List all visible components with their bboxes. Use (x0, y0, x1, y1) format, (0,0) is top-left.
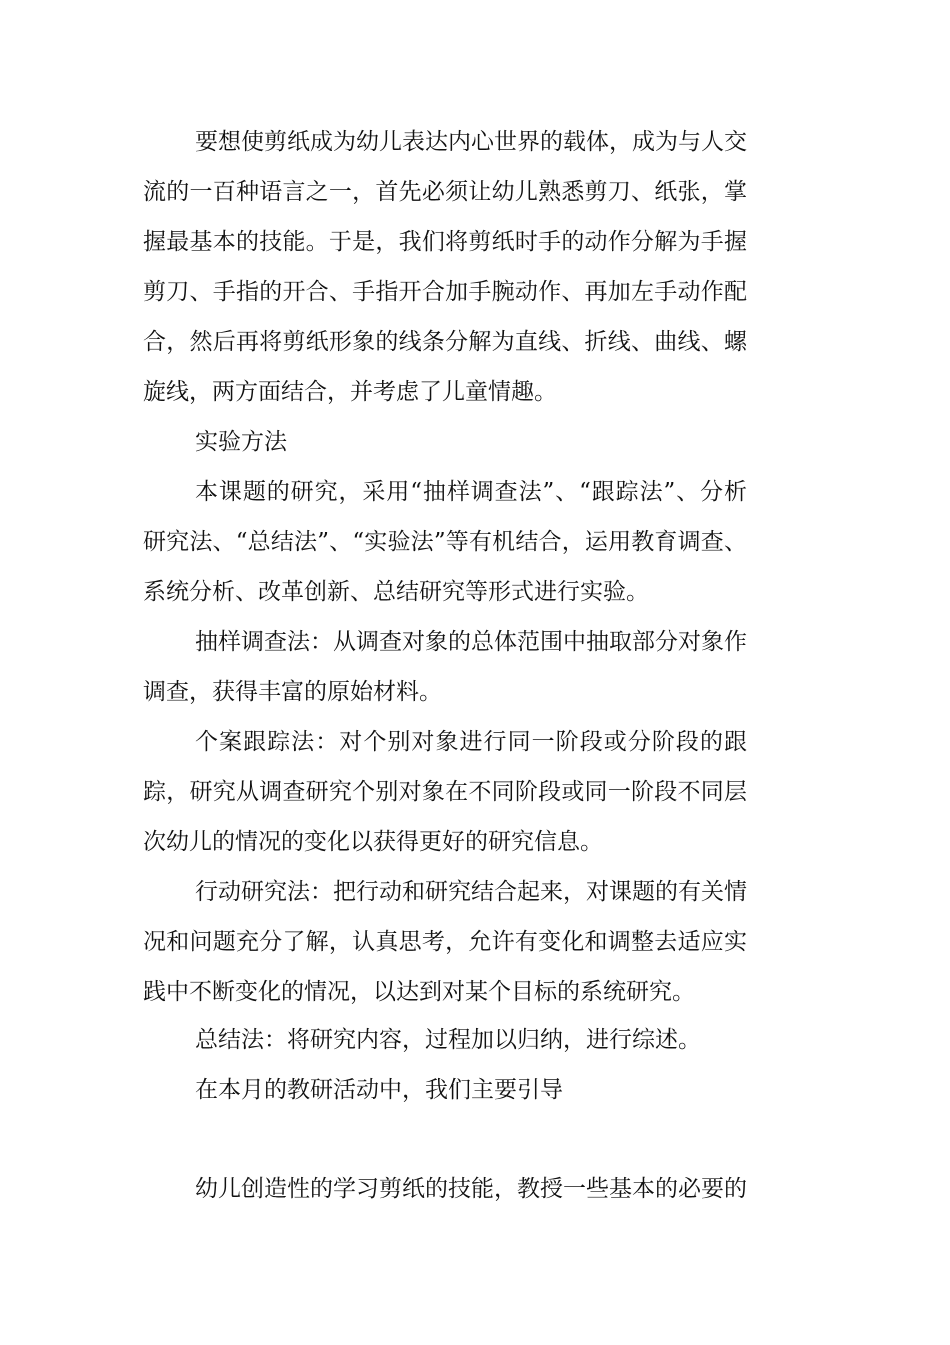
document-body (143, 117, 747, 1214)
paragraph-research-methods: 本课题的研究，采用“抽样调查法”、“跟踪法”、分析研究法、“总结法”、“实验法”等有机结合，运用教育调查、系统分析、改革创新、总结研究等形式进行实验。 (143, 479, 747, 605)
paragraph-summary-method: 总结法：将研究内容，过程加以归纳，进行综述。 (195, 1027, 701, 1053)
paragraph-creative-learning: 幼儿创造性的学习剪纸的技能，教授一些基本的必要的 (195, 1176, 747, 1202)
paragraph-monthly-activity: 在本月的教研活动中，我们主要引导 (195, 1077, 563, 1103)
paragraph-action-research: 行动研究法：把行动和研究结合起来，对课题的有关情况和问题充分了解，认真思考，允许有变化和调整去适应实践中不断变化的情况，以达到对某个目标的系统研究。 (143, 879, 747, 1005)
paragraph-case-tracking: 个案跟踪法：对个别对象进行同一阶段或分阶段的跟踪，研究从调查研究个别对象在不同阶段或同一阶段不同层次幼儿的情况的变化以获得更好的研究信息。 (143, 729, 747, 855)
paragraph-papercutting-intro: 要想使剪纸成为幼儿表达内心世界的载体，成为与人交流的一百种语言之一，首先必须让幼儿熟悉剪刀、纸张，掌握最基本的技能。于是，我们将剪纸时手的动作分解为手握剪刀、手指的开合、手指开合加手腕动作、再加左手动作配合，然后再将剪纸形象的线条分解为直线、折线、曲线、螺旋线，两方面结合，并考虑了儿童情趣。 (143, 129, 747, 405)
paragraph-sampling-survey: 抽样调查法：从调查对象的总体范围中抽取部分对象作调查，获得丰富的原始材料。 (143, 629, 747, 705)
heading-experiment-method: 实验方法 (195, 429, 287, 455)
